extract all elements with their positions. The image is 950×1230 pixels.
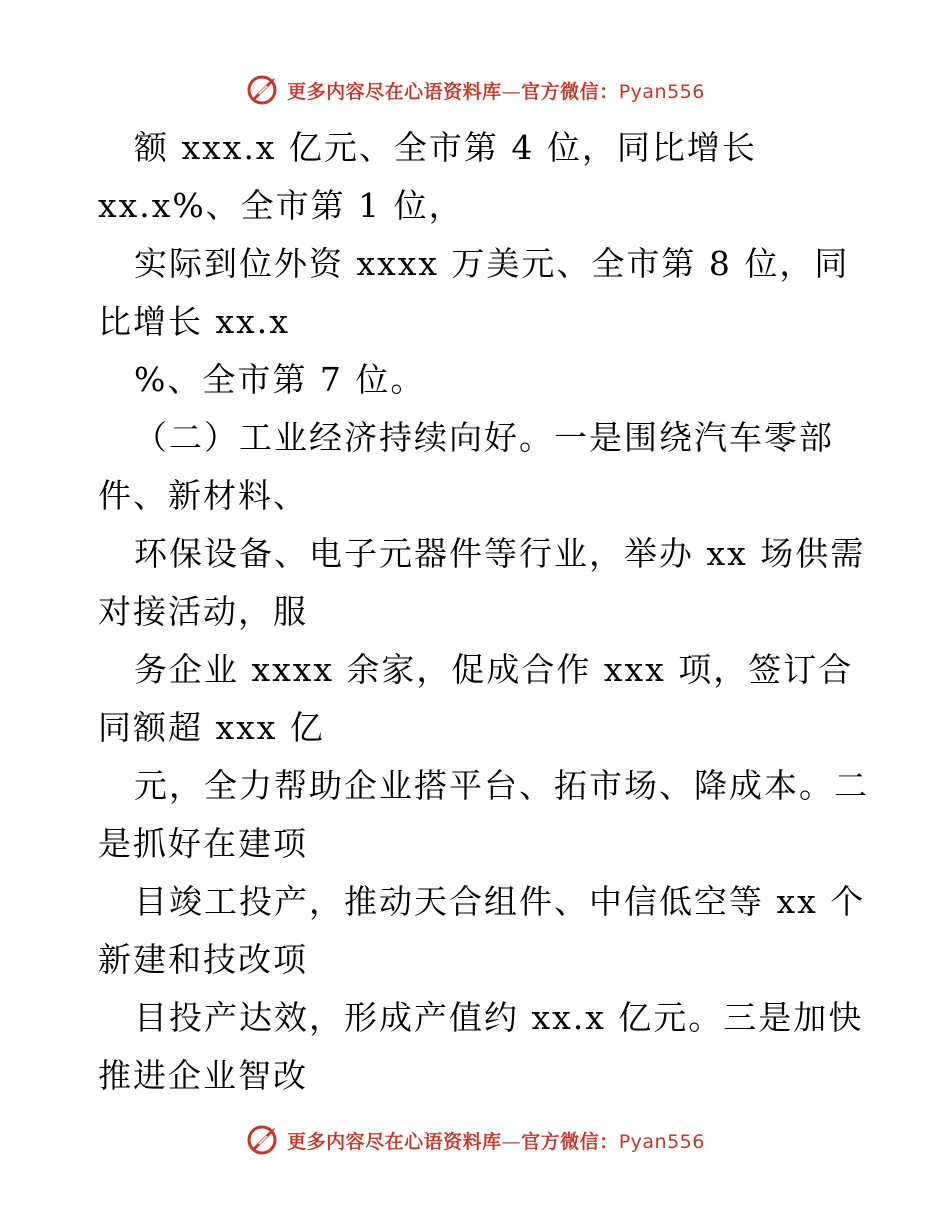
body-line: 实际到位外资 xxxx 万美元、全市第 8 位，同 (134, 244, 850, 283)
header-watermark (0, 70, 950, 110)
body-line: 件、新材料、 (98, 476, 308, 515)
body-line: 环保设备、电子元器件等行业，举办 xx 场供需 (134, 534, 866, 573)
footer-watermark (0, 1120, 950, 1160)
body-line: 是抓好在建项 (98, 824, 308, 863)
section-heading-line: （二）工业经济持续向好。一是围绕汽车零部 (134, 418, 834, 457)
body-line: xx.x%、全市第 1 位， (98, 186, 464, 225)
body-line: 对接活动，服 (98, 592, 308, 631)
body-line: 比增长 xx.x (98, 302, 290, 341)
body-line: 目竣工投产，推动天合组件、中信低空等 xx 个 (134, 882, 866, 921)
quill-logo-icon (245, 72, 281, 108)
watermark-text: 更多内容尽在心语资料库—官方微信：Pyan556 (287, 80, 705, 103)
quill-logo-icon (245, 1122, 281, 1158)
body-line: 新建和技改项 (98, 940, 308, 979)
body-line: 推进企业智改 (98, 1056, 308, 1095)
body-line: 元，全力帮助企业搭平台、拓市场、降成本。二 (134, 766, 869, 805)
watermark-text: 更多内容尽在心语资料库—官方微信：Pyan556 (287, 1130, 705, 1153)
body-line: 目投产达效，形成产值约 xx.x 亿元。三是加快 (134, 998, 864, 1037)
body-line: 额 xxx.x 亿元、全市第 4 位，同比增长 (134, 128, 757, 167)
body-line: 务企业 xxxx 余家，促成合作 xxx 项，签订合 (134, 650, 854, 689)
body-line: %、全市第 7 位。 (134, 360, 426, 399)
body-line: 同额超 xxx 亿 (98, 708, 325, 747)
